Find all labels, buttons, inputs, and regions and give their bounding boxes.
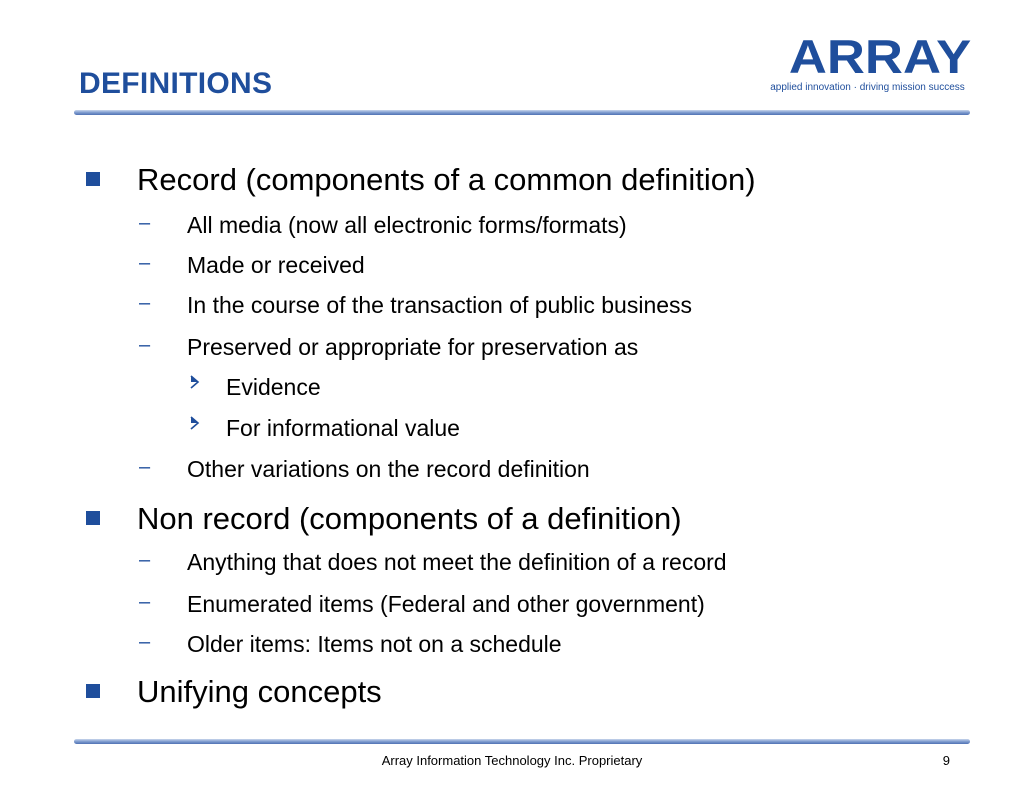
slide-title: DEFINITIONS (79, 67, 273, 100)
sub-bullet-text: Other variations on the record definition (187, 456, 590, 482)
dash-bullet-icon: – (139, 212, 151, 234)
sub-sub-bullet-text: For informational value (226, 415, 460, 441)
sub-bullet-text: Older items: Items not on a schedule (187, 631, 562, 657)
square-bullet-icon (86, 511, 100, 525)
logo-wordmark: ARRAY (788, 30, 972, 83)
arrow-bullet-icon (190, 374, 200, 390)
sub-bullet-text: Preserved or appropriate for preservation as (187, 334, 639, 360)
dash-bullet-icon: – (139, 591, 151, 613)
dash-bullet-icon: – (139, 549, 151, 571)
sub-bullet-text: Made or received (187, 252, 365, 278)
footer-divider (74, 739, 970, 744)
page-number: 9 (942, 753, 950, 768)
sub-bullet-text: Enumerated items (Federal and other government) (187, 591, 705, 617)
arrow-bullet-icon (190, 415, 200, 431)
bullet-text: Record (components of a common definition) (137, 162, 756, 197)
bullet-text: Unifying concepts (137, 674, 382, 709)
sub-sub-bullet-text: Evidence (226, 374, 321, 400)
logo-tagline: applied innovation · driving mission success (770, 82, 965, 93)
square-bullet-icon (86, 172, 100, 186)
dash-bullet-icon: – (139, 456, 151, 478)
sub-bullet-text: Anything that does not meet the definition of a record (187, 549, 727, 575)
square-bullet-icon (86, 684, 100, 698)
bullet-text: Non record (components of a definition) (137, 501, 682, 536)
dash-bullet-icon: – (139, 252, 151, 274)
sub-bullet-text: In the course of the transaction of public business (187, 292, 693, 318)
dash-bullet-icon: – (139, 631, 151, 653)
dash-bullet-icon: – (139, 334, 151, 356)
footer-text: Array Information Technology Inc. Proprietary (381, 753, 643, 768)
dash-bullet-icon: – (139, 292, 151, 314)
sub-bullet-text: All media (now all electronic forms/formats) (187, 212, 627, 238)
